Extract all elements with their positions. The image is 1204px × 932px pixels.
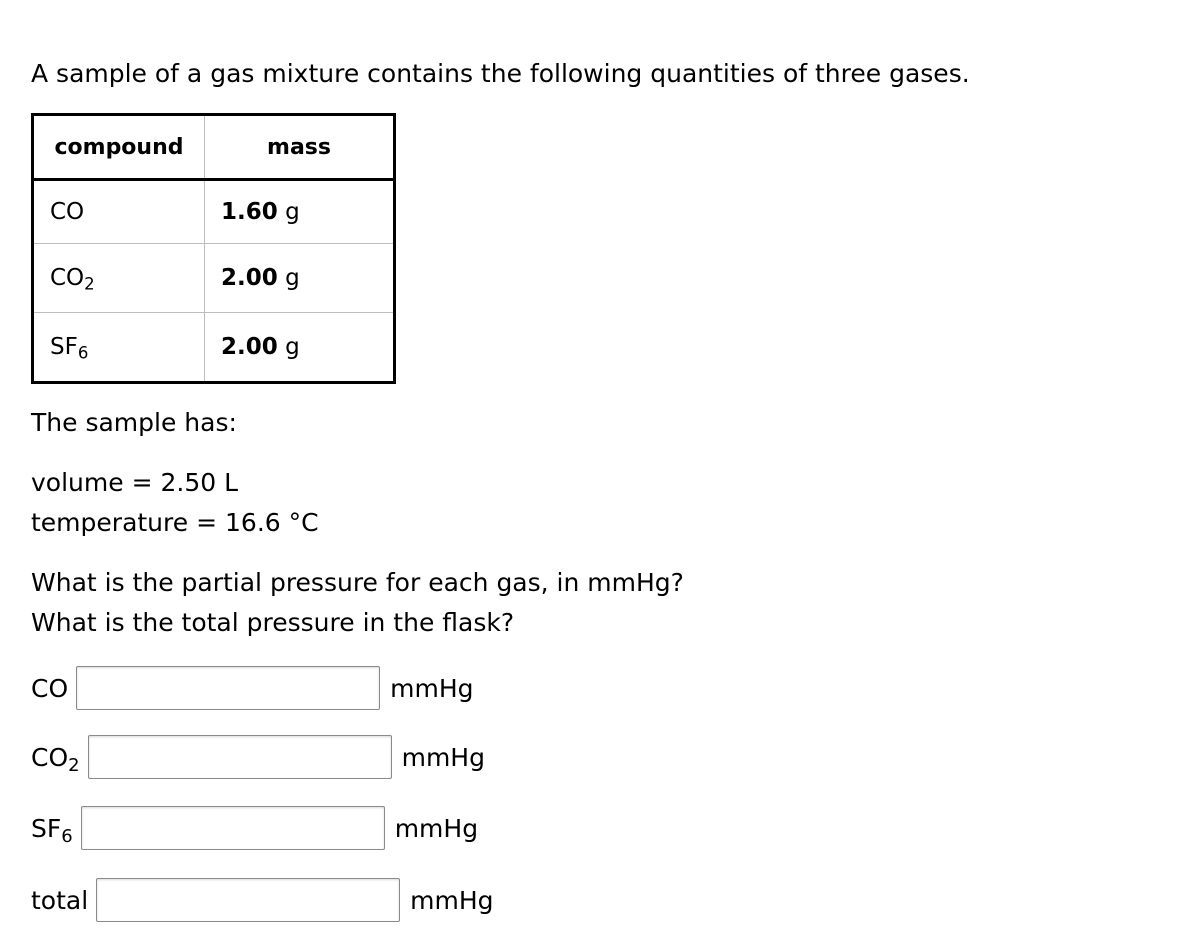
compound-formula: SF xyxy=(50,334,78,360)
answer-subscript: 2 xyxy=(68,754,80,776)
temperature-line xyxy=(31,505,319,541)
compound-subscript: 2 xyxy=(84,274,95,294)
compound-cell xyxy=(33,313,205,383)
answer-formula: SF xyxy=(31,813,62,843)
table-header-row xyxy=(33,115,395,180)
temperature-label: temperature xyxy=(31,508,189,537)
sf6-pressure-input[interactable] xyxy=(81,806,385,850)
answer-row-total xyxy=(31,876,494,924)
mass-unit: g xyxy=(285,334,300,360)
column-header-mass: mass xyxy=(205,115,395,180)
answer-label-sf6 xyxy=(31,813,73,847)
answer-label-total xyxy=(31,886,88,915)
answer-label-co2 xyxy=(31,742,80,776)
co-pressure-input[interactable] xyxy=(76,666,380,710)
temperature-value: 16.6 °C xyxy=(225,508,319,537)
sample-has-heading: The sample has: xyxy=(31,408,237,437)
mass-cell xyxy=(205,244,395,313)
co2-pressure-input[interactable] xyxy=(88,735,392,779)
compound-formula: CO xyxy=(50,199,85,225)
gas-quantities-table xyxy=(31,113,396,384)
equals-sign: = xyxy=(196,508,218,537)
mass-value: 2.00 xyxy=(221,265,278,291)
answer-formula: CO xyxy=(31,742,69,772)
question-total-pressure: What is the total pressure in the flask? xyxy=(31,608,515,637)
column-header-compound: compound xyxy=(33,115,205,180)
unit-label: mmHg xyxy=(390,673,474,703)
total-pressure-input[interactable] xyxy=(96,878,400,922)
volume-value: 2.50 L xyxy=(160,468,239,497)
mass-value: 1.60 xyxy=(221,199,278,225)
answer-formula: CO xyxy=(31,673,69,703)
unit-label: mmHg xyxy=(410,885,494,915)
mass-value: 2.00 xyxy=(221,334,278,360)
unit-label: mmHg xyxy=(394,813,479,843)
answer-row-sf6 xyxy=(31,804,478,852)
equals-sign: = xyxy=(131,468,153,497)
mass-unit: g xyxy=(285,265,300,291)
unit-label: mmHg xyxy=(401,742,485,772)
volume-label: volume xyxy=(31,468,124,497)
table-row xyxy=(33,180,395,244)
compound-cell xyxy=(33,244,205,313)
question-partial-pressure: What is the partial pressure for each gas, in mmHg? xyxy=(31,568,684,597)
mass-cell xyxy=(205,313,395,383)
compound-formula: CO xyxy=(50,265,85,291)
problem-intro: A sample of a gas mixture contains the following quantities of three gases. xyxy=(31,59,970,88)
table-row xyxy=(33,244,395,313)
answer-row-co2 xyxy=(31,733,485,781)
volume-line xyxy=(31,465,238,501)
answer-row-co xyxy=(31,664,474,712)
answer-label-co xyxy=(31,674,68,703)
answer-formula: total xyxy=(31,885,89,915)
compound-cell xyxy=(33,180,205,244)
answer-subscript: 6 xyxy=(61,825,73,847)
mass-cell xyxy=(205,180,395,244)
mass-unit: g xyxy=(285,199,300,225)
table-row xyxy=(33,313,395,383)
compound-subscript: 6 xyxy=(77,343,89,363)
